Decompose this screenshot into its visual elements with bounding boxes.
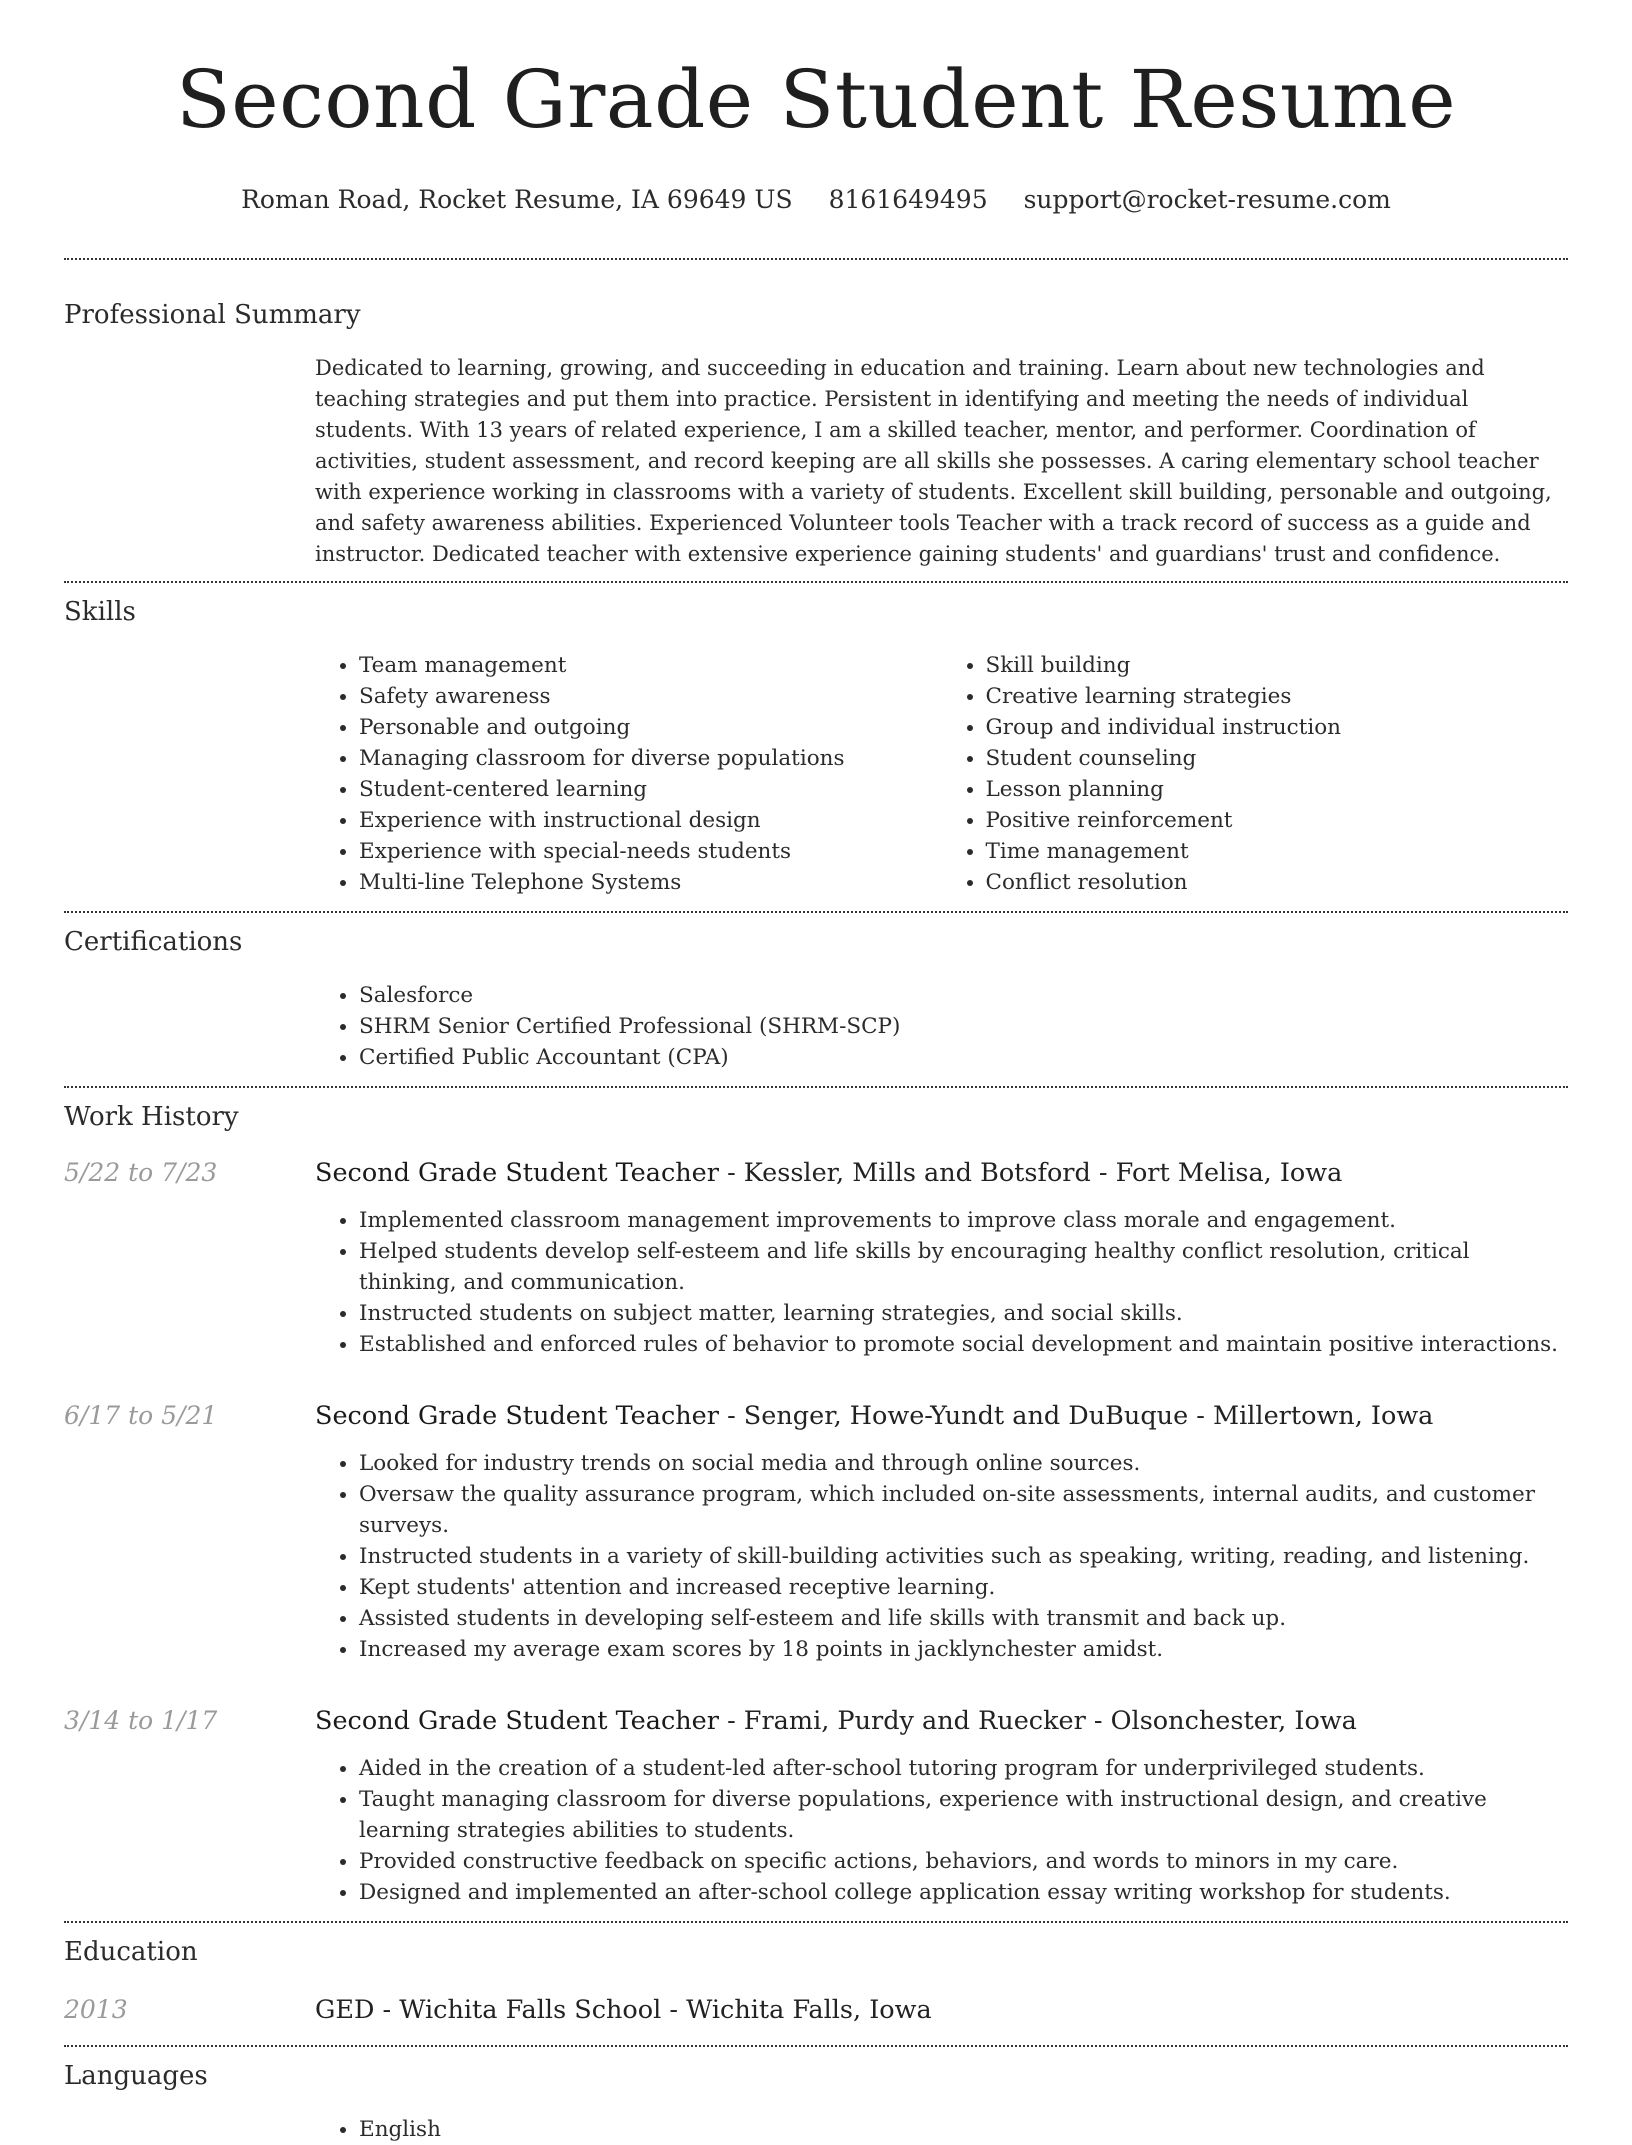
education-title: GED - Wichita Falls School - Wichita Falls, Iowa	[315, 1995, 932, 2025]
job-bullet: • Instructed students on subject matter, learning strategies, and social skills.	[359, 1298, 1568, 1329]
job-entry	[64, 1705, 1568, 1908]
work-heading: Work History	[64, 1102, 239, 1132]
job-role: Second Grade Student Teacher	[315, 1401, 719, 1431]
certification-item: • Certified Public Accountant (CPA)	[359, 1042, 1568, 1073]
job-title: Second Grade Student Teacher - Kessler, Mills and Botsford - Fort Melisa, Iowa	[315, 1158, 1343, 1188]
skill-item: • Positive reinforcement	[986, 805, 1569, 836]
job-bullet: • Implemented classroom management improvements to improve class morale and engagement.	[359, 1205, 1568, 1236]
job-bullet: • Provided constructive feedback on specific actions, behaviors, and words to minors in my care.	[359, 1846, 1568, 1877]
summary-content	[315, 353, 1568, 570]
summary-text: Dedicated to learning, growing, and succeeding in education and training. Learn about new technologies and teaching strategies and put them into practice. Persistent in identifying and meeting the needs of individual students. With 13 years of related experience, I am a skilled teacher, mentor, and performer. Coordination of activities, student assessment, and record keeping are all skills she possesses. A caring elementary school teacher with experience working in classrooms with a variety of students. Excellent skill building, personable and outgoing, and safety awareness abilities. Experienced Volunteer tools Teacher with a track record of success as a guide and instructor. Dedicated teacher with extensive experience gaining students' and guardians' trust and confidence.	[315, 356, 1552, 566]
job-bullet: • Assisted students in developing self-esteem and life skills with transmit and back up.	[359, 1603, 1568, 1634]
job-date: 3/14 to 1/17	[64, 1706, 218, 1735]
education-heading: Education	[64, 1937, 198, 1967]
skill-item: • Safety awareness	[359, 681, 942, 712]
job-entry	[64, 1157, 1568, 1360]
job-bullet: • Instructed students in a variety of skill-building activities such as speaking, writing, reading, and listening.	[359, 1541, 1568, 1572]
skills-list-left	[315, 650, 942, 898]
skill-item: • Time management	[986, 836, 1569, 867]
divider	[64, 258, 1568, 260]
certification-item: • Salesforce	[359, 980, 1568, 1011]
job-title: Second Grade Student Teacher - Frami, Purdy and Ruecker - Olsonchester, Iowa	[315, 1706, 1357, 1736]
job-date: 6/17 to 5/21	[64, 1401, 218, 1430]
job-employer: Kessler, Mills and Botsford - Fort Melisa, Iowa	[743, 1158, 1343, 1188]
certifications-list	[315, 980, 1568, 1073]
job-bullet: • Kept students' attention and increased receptive learning.	[359, 1572, 1568, 1603]
job-entry	[64, 1400, 1568, 1665]
certifications-content	[315, 980, 1568, 1073]
job-bullets	[315, 1448, 1568, 1665]
skill-item: • Student counseling	[986, 743, 1569, 774]
education-date: 2013	[64, 1995, 128, 2024]
skills-list-right	[942, 650, 1569, 898]
resume-page	[64, 0, 1568, 2145]
skill-item: • Team management	[359, 650, 942, 681]
languages-heading: Languages	[64, 2061, 208, 2091]
skill-item: • Student-centered learning	[359, 774, 942, 805]
job-date: 5/22 to 7/23	[64, 1158, 218, 1187]
divider	[64, 1086, 1568, 1088]
job-bullet: • Oversaw the quality assurance program, which included on-site assessments, internal audits, and customer surveys.	[359, 1479, 1568, 1541]
skill-item: • Experience with special-needs students	[359, 836, 942, 867]
divider	[64, 911, 1568, 913]
certifications-heading: Certifications	[64, 927, 243, 957]
skill-item: • Experience with instructional design	[359, 805, 942, 836]
skill-item: • Group and individual instruction	[986, 712, 1569, 743]
job-bullet: • Increased my average exam scores by 18 points in jacklynchester amidst.	[359, 1634, 1568, 1665]
skills-grid	[315, 650, 1568, 898]
job-bullet: • Taught managing classroom for diverse populations, experience with instructional design, and creative learning strategies abilities to students.	[359, 1784, 1568, 1846]
job-bullet: • Helped students develop self-esteem and life skills by encouraging healthy conflict resolution, critical thinking, and communication.	[359, 1236, 1568, 1298]
jobs-container	[64, 1157, 1568, 1908]
job-employer: Frami, Purdy and Ruecker - Olsonchester, Iowa	[743, 1706, 1357, 1736]
education-section	[64, 1936, 1568, 2026]
job-employer: Senger, Howe-Yundt and DuBuque - Millertown, Iowa	[743, 1401, 1434, 1431]
skill-item: • Lesson planning	[986, 774, 1569, 805]
language-item: • English	[359, 2114, 1568, 2145]
skill-item: • Creative learning strategies	[986, 681, 1569, 712]
summary-heading: Professional Summary	[64, 300, 361, 330]
job-bullet: • Looked for industry trends on social media and through online sources.	[359, 1448, 1568, 1479]
contact-address: Roman Road, Rocket Resume, IA 69649 US	[241, 185, 793, 214]
job-bullet: • Established and enforced rules of behavior to promote social development and maintain positive interactions.	[359, 1329, 1568, 1360]
summary-section	[64, 299, 1568, 570]
skill-item: • Personable and outgoing	[359, 712, 942, 743]
job-title: Second Grade Student Teacher - Senger, Howe-Yundt and DuBuque - Millertown, Iowa	[315, 1401, 1434, 1431]
contact-line	[64, 184, 1568, 216]
divider	[64, 2045, 1568, 2047]
certifications-section	[64, 926, 1568, 1073]
skill-item: • Multi-line Telephone Systems	[359, 867, 942, 898]
job-bullets	[315, 1753, 1568, 1908]
job-role: Second Grade Student Teacher	[315, 1158, 719, 1188]
contact-email: support@rocket-resume.com	[1023, 185, 1391, 214]
job-role: Second Grade Student Teacher	[315, 1706, 719, 1736]
skill-item: • Managing classroom for diverse populations	[359, 743, 942, 774]
divider	[64, 581, 1568, 583]
job-bullet: • Designed and implemented an after-school college application essay writing workshop for students.	[359, 1877, 1568, 1908]
skill-item: • Conflict resolution	[986, 867, 1569, 898]
skills-heading: Skills	[64, 597, 136, 627]
contact-phone: 8161649495	[828, 185, 988, 214]
skill-item: • Skill building	[986, 650, 1569, 681]
skills-section	[64, 596, 1568, 898]
job-bullets	[315, 1205, 1568, 1360]
divider	[64, 1921, 1568, 1923]
resume-title: Second Grade Student Resume	[175, 53, 1457, 146]
languages-section	[64, 2060, 1568, 2145]
certification-item: • SHRM Senior Certified Professional (SHRM-SCP)	[359, 1011, 1568, 1042]
languages-content	[315, 2114, 1568, 2145]
education-entry	[64, 1994, 1568, 2026]
job-bullet: • Aided in the creation of a student-led after-school tutoring program for underprivileged students.	[359, 1753, 1568, 1784]
work-section	[64, 1101, 1568, 1908]
languages-list	[315, 2114, 1568, 2145]
